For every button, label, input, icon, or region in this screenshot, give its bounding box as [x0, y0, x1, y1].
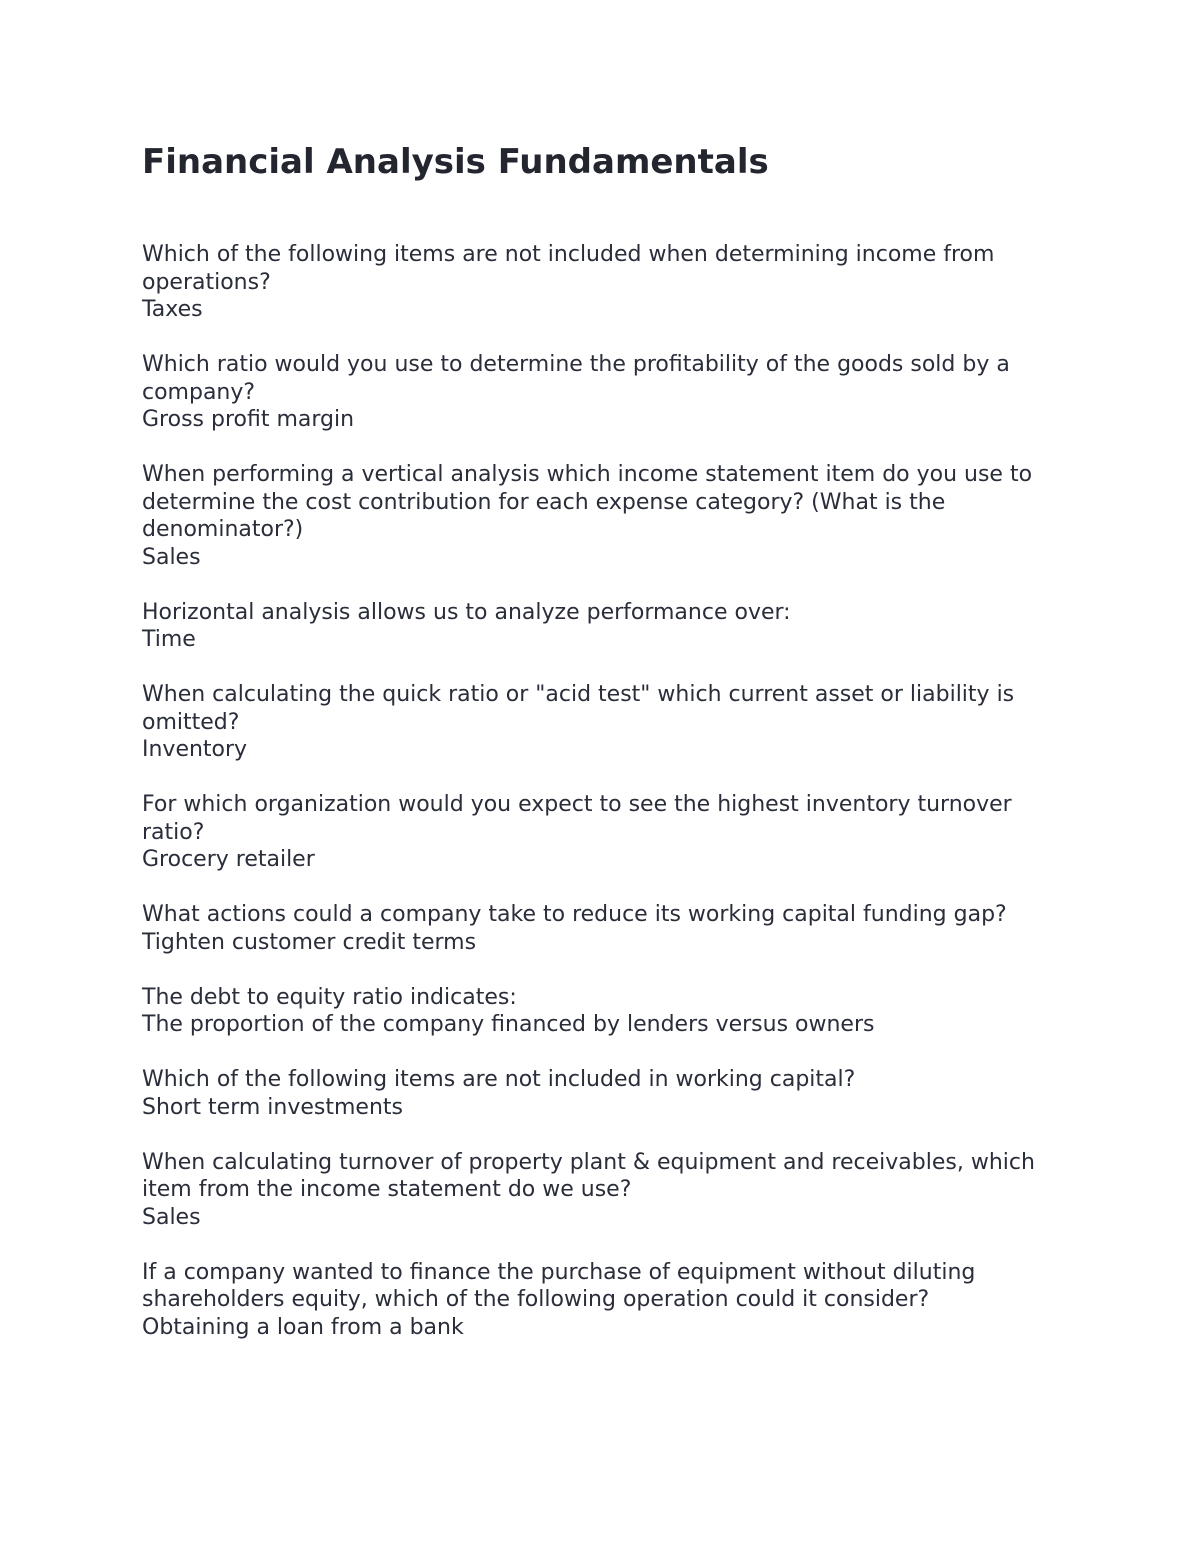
document-title: Financial Analysis Fundamentals [142, 142, 769, 182]
qa-item [142, 1149, 1072, 1232]
qa-item [142, 791, 1072, 874]
qa-item [142, 1066, 1072, 1121]
question-text: What actions could a company take to reduce its working capital funding gap? [142, 902, 1007, 927]
question-text: When calculating the quick ratio or "acid test" which current asset or liability is omitted? [142, 682, 1015, 735]
answer-text: Time [142, 627, 196, 652]
question-text: Which ratio would you use to determine the profitability of the goods sold by a company? [142, 352, 1010, 405]
answer-text: Gross profit margin [142, 407, 355, 432]
qa-item [142, 681, 1072, 764]
qa-item [142, 461, 1072, 571]
document-page [142, 140, 1072, 1369]
answer-text: Grocery retailer [142, 847, 315, 872]
qa-item [142, 599, 1072, 654]
answer-text: The proportion of the company financed by lenders versus owners [142, 1012, 875, 1037]
answer-text: Sales [142, 544, 201, 570]
qa-item [142, 241, 1072, 324]
qa-item [142, 901, 1072, 956]
qa-item [142, 984, 1072, 1039]
answer-text: Obtaining a loan from a bank [142, 1314, 464, 1340]
question-text: If a company wanted to finance the purchase of equipment without diluting shareholders equity, which of the following operation could it consider? [142, 1259, 976, 1312]
question-text: Horizontal analysis allows us to analyze performance over: [142, 599, 791, 625]
answer-text: Tighten customer credit terms [142, 929, 477, 955]
question-text: Which of the following items are not included when determining income from operations? [142, 242, 995, 295]
answer-text: Short term investments [142, 1094, 403, 1120]
question-text: For which organization would you expect to see the highest inventory turnover ratio? [142, 792, 1012, 845]
qa-item [142, 351, 1072, 434]
question-text: When calculating turnover of property plant & equipment and receivables, which item from the income statement do we use? [142, 1149, 1035, 1202]
answer-text: Taxes [142, 297, 203, 322]
question-text: The debt to equity ratio indicates: [142, 984, 517, 1010]
qa-item [142, 1259, 1072, 1342]
qa-list [142, 241, 1072, 1341]
question-text: Which of the following items are not included in working capital? [142, 1067, 856, 1092]
answer-text: Sales [142, 1204, 201, 1230]
answer-text: Inventory [142, 737, 248, 762]
question-text: When performing a vertical analysis which income statement item do you use to determine the cost contribution for each expense category? (What is the denominator?) [142, 462, 1033, 542]
